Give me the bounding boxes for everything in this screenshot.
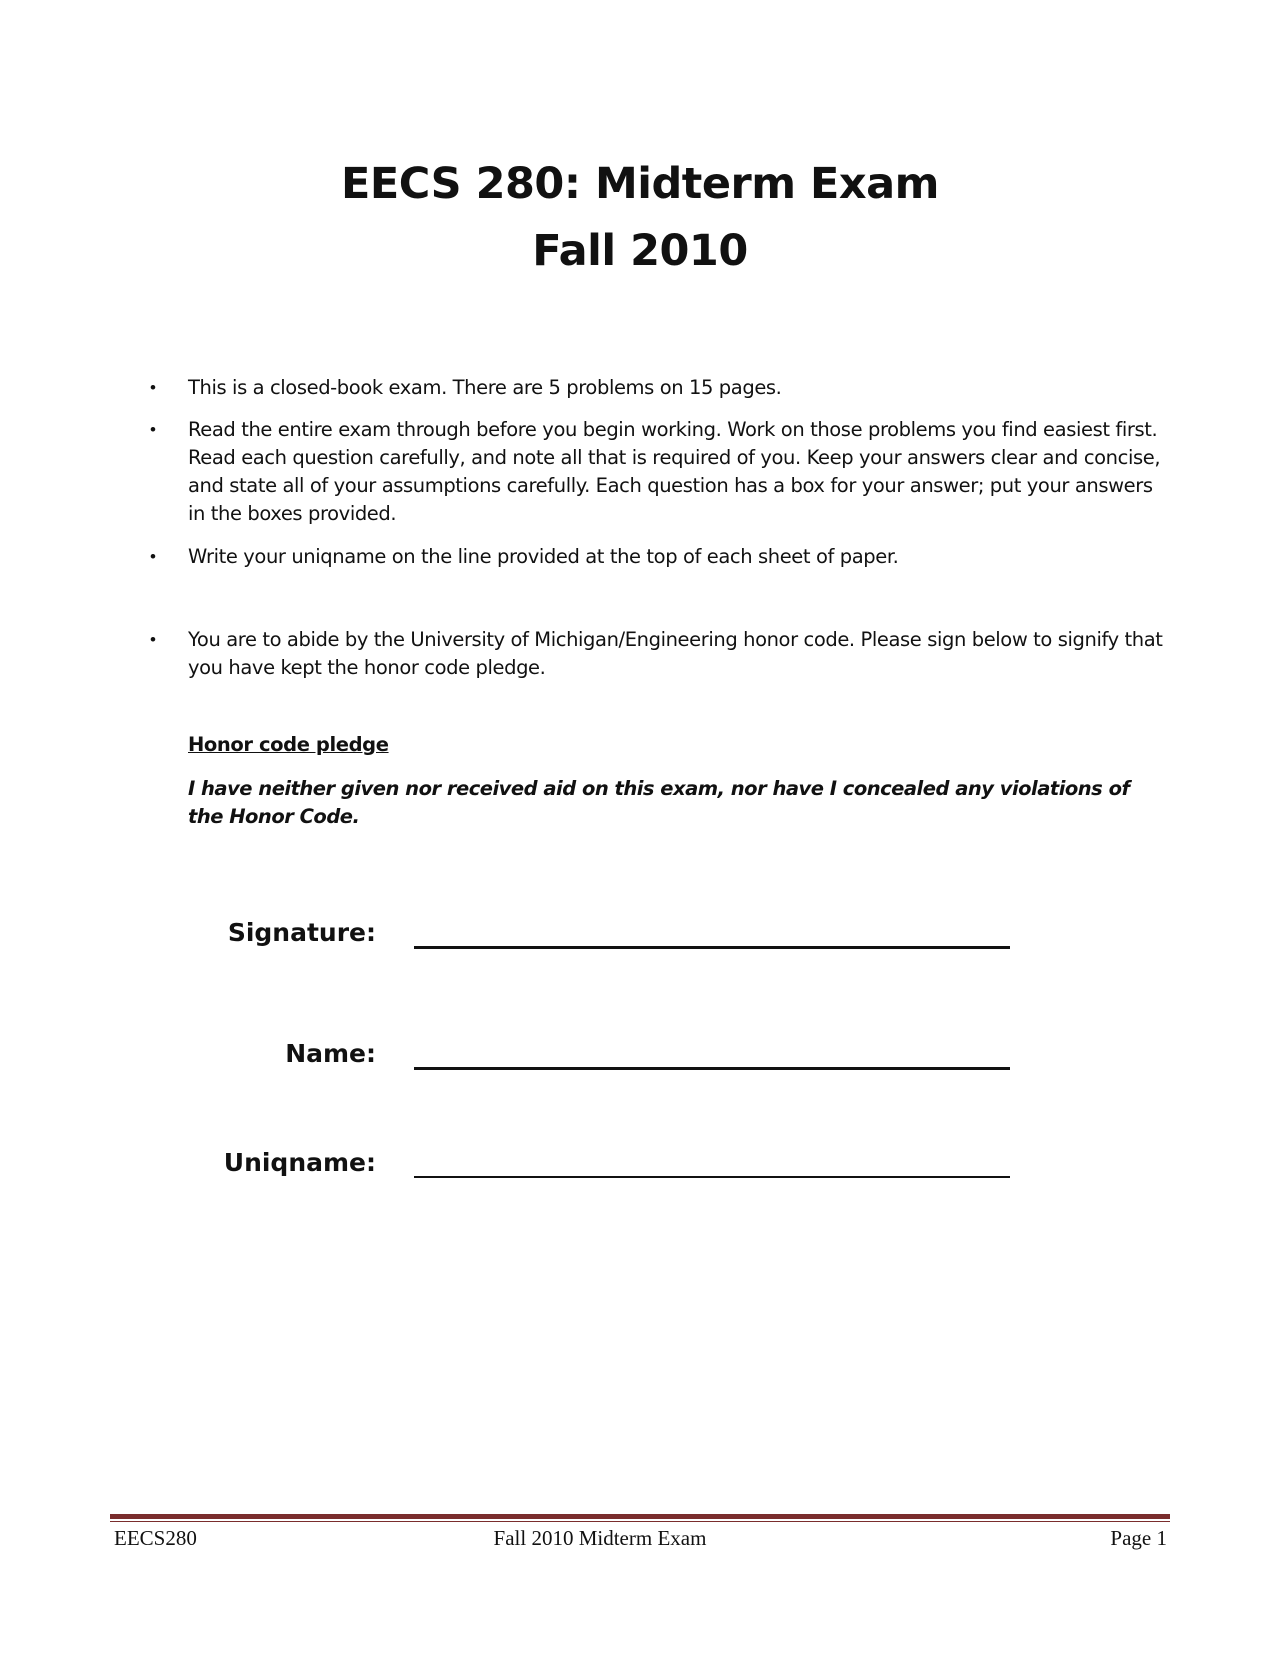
bullet-icon: • xyxy=(150,378,156,397)
bullet-icon: • xyxy=(150,420,156,439)
signature-label: Signature: xyxy=(227,918,376,947)
instruction-text: This is a closed-book exam. There are 5 problems on 15 pages. xyxy=(188,376,782,399)
footer-divider-thin xyxy=(110,1521,1170,1522)
footer-course: EECS280 xyxy=(114,1526,197,1550)
pledge-heading: Honor code pledge xyxy=(188,733,389,756)
footer-exam-title: Fall 2010 Midterm Exam xyxy=(493,1526,707,1550)
exam-title: EECS 280: Midterm Exam xyxy=(341,159,939,209)
bullet-icon: • xyxy=(150,547,156,566)
instruction-text: Write your uniqname on the line provided at the top of each sheet of paper. xyxy=(188,545,899,568)
name-label: Name: xyxy=(285,1039,376,1068)
uniqname-line[interactable] xyxy=(414,1176,1010,1178)
instruction-text: You are to abide by the University of Michigan/Engineering honor code. Please sign below to signify that you have kept the honor code pledge. xyxy=(188,628,1163,679)
instruction-text: Read the entire exam through before you begin working. Work on those problems you find easiest first. Read each question carefully, and note all that is required of you. Keep your answers clear and concise, and state all of your assumptions carefully. Each question has a box for your answer; put your answers in the boxes provided. xyxy=(188,418,1161,525)
bullet-icon: • xyxy=(150,630,156,649)
uniqname-label: Uniqname: xyxy=(223,1148,376,1177)
footer-page-number: Page 1 xyxy=(1110,1526,1167,1550)
exam-term: Fall 2010 xyxy=(532,226,748,276)
pledge-statement: I have neither given nor received aid on this exam, nor have I concealed any violations of the Honor Code. xyxy=(188,777,1130,828)
name-line[interactable] xyxy=(414,1067,1010,1070)
footer-divider xyxy=(110,1514,1170,1519)
signature-line[interactable] xyxy=(414,946,1010,949)
